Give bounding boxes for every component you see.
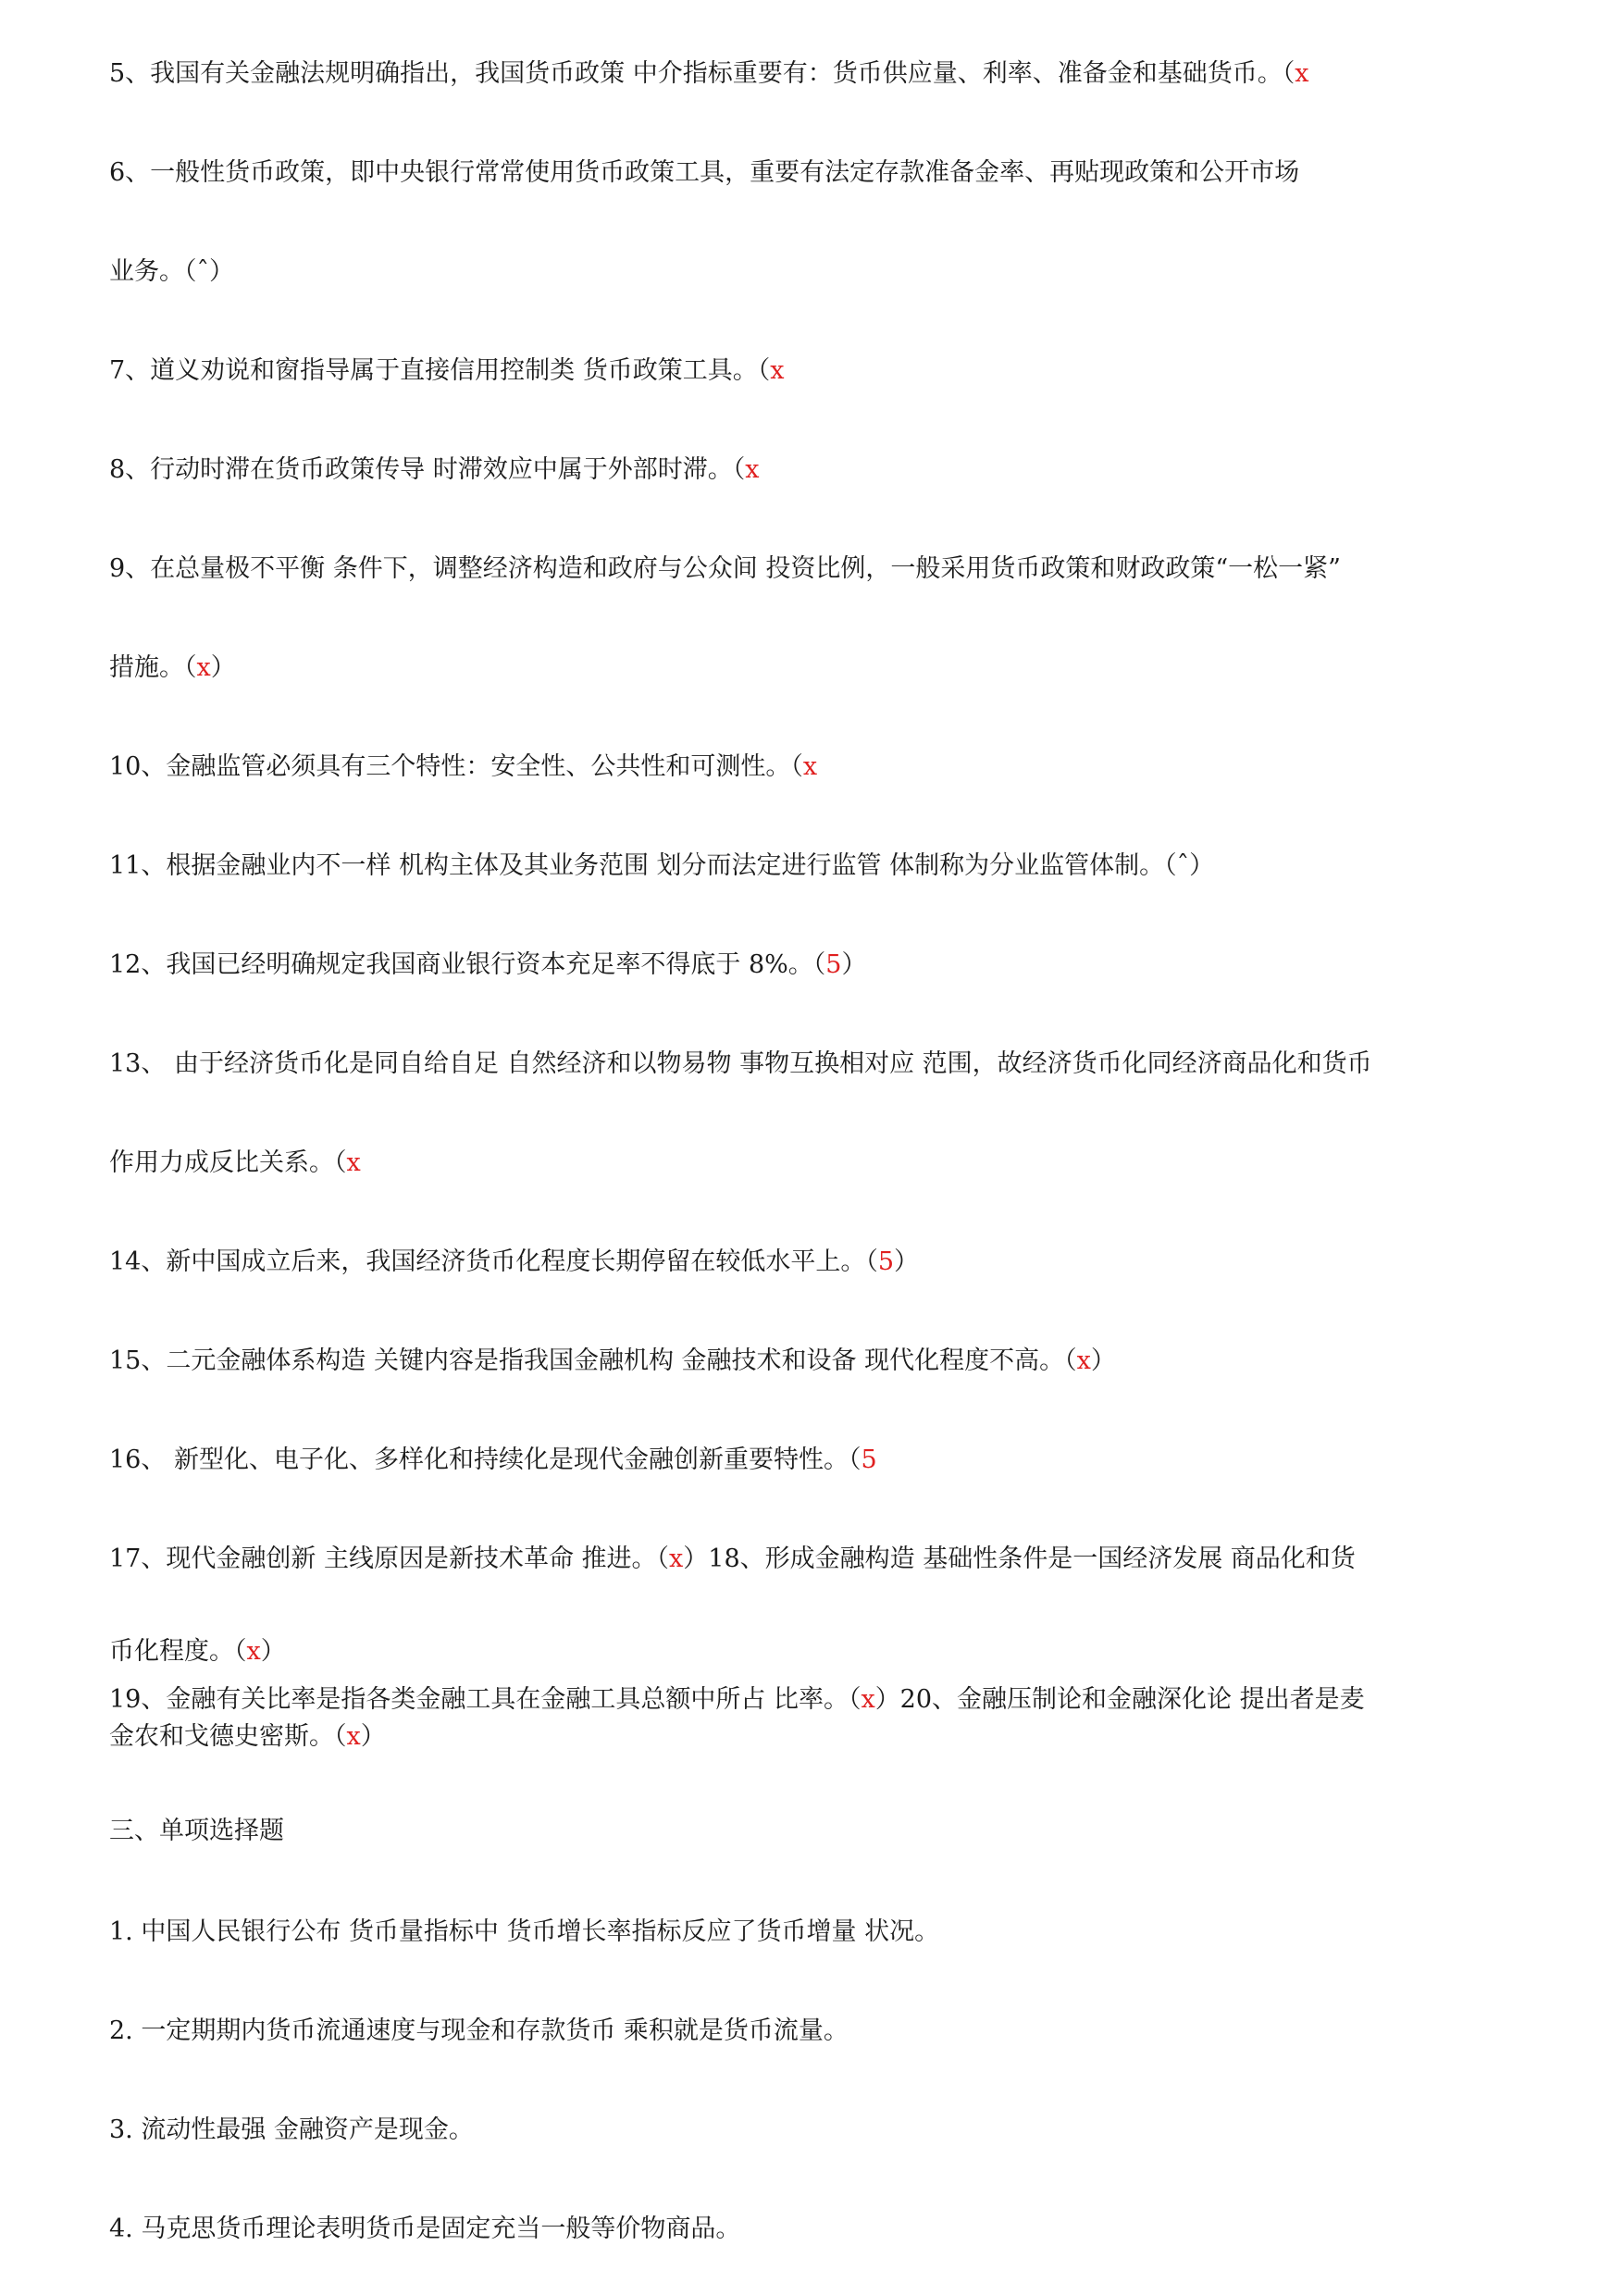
text-line: 11、根据金融业内不一样 机构主体及其业务范围 划分而法定进行监管 体制称为分业监管体制。（ˆ） — [109, 851, 1215, 880]
answer-mark: x — [1076, 1346, 1091, 1375]
text-line: 7、道义劝说和窗指导属于直接信用控制类 货币政策工具。（x — [109, 356, 785, 385]
text-line: 13、 由于经济货币化是同自给自足 自然经济和以物易物 事物互换相对应 范围，故经济货币化同经济商品化和货币 — [109, 1049, 1372, 1078]
text-line: 19、金融有关比率是指各类金融工具在金融工具总额中所占 比率。（x）20、金融压制论和金融深化论 提出者是麦 — [109, 1685, 1365, 1714]
text-line: 12、我国已经明确规定我国商业银行资本充足率不得底于 8%。（5） — [109, 950, 867, 979]
answer-mark: x — [346, 1148, 361, 1177]
answer-mark: 5 — [861, 1445, 877, 1474]
answer-mark: x — [196, 653, 211, 682]
answer-mark: x — [861, 1685, 875, 1714]
text-line: 6、一般性货币政策，即中央银行常常使用货币政策工具，重要有法定存款准备金率、再贴现政策和公开市场 — [109, 158, 1300, 187]
text-line: 2. 一定期期内货币流通速度与现金和存款货币 乘积就是货币流量。 — [109, 2016, 849, 2045]
text-line: 8、行动时滞在货币政策传导 时滞效应中属于外部时滞。（x — [109, 455, 760, 484]
text-line: 措施。（x） — [109, 653, 236, 682]
answer-mark: 5 — [877, 1247, 895, 1276]
text-line: 10、金融监管必须具有三个特性：安全性、公共性和可测性。（x — [109, 752, 818, 781]
text-line: 9、在总量极不平衡 条件下，调整经济构造和政府与公众间 投资比例，一般采用货币政策和财政政策“一松一紧” — [109, 554, 1341, 583]
answer-mark: x — [802, 752, 818, 781]
text-line: 5、我国有关金融法规明确指出，我国货币政策 中介指标重要有：货币供应量、利率、准备金和基础货币。（x — [109, 59, 1309, 88]
text-line: 15、二元金融体系构造 关键内容是指我国金融机构 金融技术和设备 现代化程度不高。（x） — [109, 1346, 1116, 1375]
text-line: 金农和戈德史密斯。（x） — [109, 1722, 386, 1751]
answer-mark: x — [745, 455, 760, 484]
text-line: 17、现代金融创新 主线原因是新技术革命 推进。（x）18、形成金融构造 基础性条件是一国经济发展 商品化和货 — [109, 1544, 1356, 1573]
text-line: 16、 新型化、电子化、多样化和持续化是现代金融创新重要特性。（5 — [109, 1445, 877, 1474]
text-line: 14、新中国成立后来，我国经济货币化程度长期停留在较低水平上。（5） — [109, 1247, 920, 1276]
answer-mark: x — [770, 356, 785, 385]
text-line: 3. 流动性最强 金融资产是现金。 — [109, 2115, 474, 2144]
answer-mark: x — [346, 1722, 361, 1751]
text-line: 4. 马克思货币理论表明货币是固定充当一般等价物商品。 — [109, 2214, 741, 2243]
text-line: 1. 中国人民银行公布 货币量指标中 货币增长率指标反应了货币增量 状况。 — [109, 1917, 940, 1946]
text-line: 作用力成反比关系。（x — [109, 1148, 361, 1177]
section-heading: 三、单项选择题 — [109, 1817, 284, 1845]
text-line: 币化程度。（x） — [109, 1637, 286, 1666]
answer-mark: x — [669, 1544, 684, 1573]
answer-mark: 5 — [825, 950, 842, 979]
text-line: 业务。（ˆ） — [109, 257, 234, 286]
answer-mark: x — [246, 1637, 261, 1666]
answer-mark: x — [1295, 59, 1309, 88]
